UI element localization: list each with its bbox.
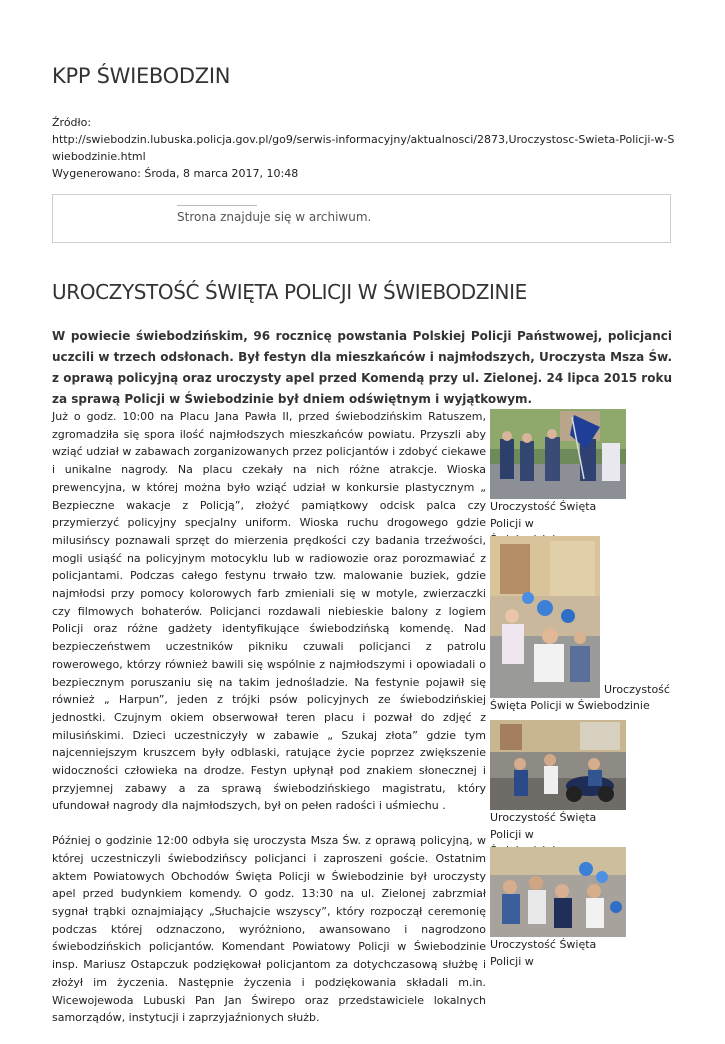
photo-figure-2: [490, 536, 690, 712]
photo-figure-4: [490, 847, 630, 970]
photo-police-motorcycle[interactable]: [490, 720, 626, 810]
source-url[interactable]: http://swiebodzin.lubuska.policja.gov.pl/go9/serwis-informacyjny/aktualnosci/2873,Uroczystosc-Swieta-Policji-w-Swiebodzinie.html: [52, 133, 675, 163]
site-title: KPP ŚWIEBODZIN: [52, 64, 231, 88]
archive-notice-box: [52, 194, 671, 243]
photo-festival-crowd[interactable]: [490, 847, 626, 937]
source-meta: [52, 114, 677, 182]
article-body: [52, 408, 486, 1044]
photo-figure-1: [490, 409, 630, 549]
photo-police-parade[interactable]: [490, 409, 626, 499]
article-paragraph: Już o godz. 10:00 na Placu Jana Pawła II, przed świebodzińskim Ratuszem, zgromadziła się spora ilość najmłodszych mieszkańców powiatu. Przyszli aby wziąć udział w zabawach zorganizowanych przez policjantów i zdobyć ciekawe i unikalne nagrody. Na placu czekały na nich różne atrakcje. Wioska prewencyjna, w której można było wziąć udział w konkursie plastycznym „ Bezpieczne wakacje z Policją”, złożyć pamiątkowy odcisk palca czy przymierzyć policyjny specjalny uniform. Wioska ruchu drogowego gdzie milusińscy poznawali sprzęt do mierzenia prędkości czy badania trzeźwości, mogli usiąść na policyjnym motocyklu lub w radiowozie oraz porozmawiać z policjantami. Podczas całego festynu trwało tzw. malowanie buziek, gdzie najmłodsi przy pomocy kolorowych farb zmieniali się w motyle, zwierzaczki czy filmowych bohaterów. Policjanci rozdawali niebieskie balony z logiem Policji oraz różne gadżety identyfikujące świebodzińską komendę. Nad bezpieczeństwem uczestników pikniku czuwali policjanci z patrolu rowerowego, którzy również bawili się wspólnie z najmłodszymi i opowiadali o bezpiecznym poruszaniu się na takim jednośladzie. Na festynie pojawił się również „ Harpun”, jeden z trójki psów policyjnych ze świebodzińskiej jednostki. Czujnym okiem obserwował teren placu i pozwał do zdjęć z milusińskimi. Dzieci uczestniczyły w zabawie „ Szukaj złota” gdzie tym najcenniejszym kruszcem były odblaski, ratujące życie poprzez zwiększenie widoczności człowieka na drodze. Festyn upłynął pod znakiem słonecznej i przyjemnej zabawy a za sprawą świebodzińskiego magistratu, który ufundował nagrody dla najmłodszych, był on pełen radości i uśmiechu .: [52, 410, 486, 813]
photo-caption: Uroczystość Święta Policji w: [490, 938, 597, 968]
generated-timestamp: Wygenerowano: Środa, 8 marca 2017, 10:48: [52, 167, 299, 180]
photo-figure-3: [490, 720, 630, 860]
article-paragraph: Później o godzinie 12:00 odbyła się uroczysta Msza Św. z oprawą policyjną, w której uczestniczyli świebodzińscy policjanci i zaproszeni goście. Ostatnim aktem Powiatowych Obchodów Święta Policji w Świebodzinie był uroczysty apel przed budynkiem komendy. O godz. 13:30 na ul. Zielonej zabrzmiał sygnał trąbki oznajmiający „Słuchajcie wszyscy”, który rozpoczął ceremonię podczas której odznaczono, wyróżniono, awansowano i nagrodzono świebodzińskich policjantów. Komendant Powiatowy Policji w Świebodzinie insp. Mariusz Ostapczuk podziękował policjantom za dotychczasową służbę i złożył im życzenia. Następnie życzenia i podziękowania składali m.in. Wicewojewoda Lubuski Pan Jan Świrepo oraz przedstawiciele lokalnych samorządów, instytucji i zaprzyjaźnionych służb.: [52, 834, 486, 1025]
article-title: UROCZYSTOŚĆ ŚWIĘTA POLICJI W ŚWIEBODZINIE: [52, 280, 527, 304]
photo-festival-children[interactable]: [490, 536, 600, 698]
article-lead: W powiecie świebodzińskim, 96 rocznicę powstania Polskiej Policji Państwowej, policjanci uczcili w trzech odsłonach. Był festyn dla mieszkańców i najmłodszych, Uroczysta Msza Św. z oprawą policyjną oraz uroczysty apel przed Komendą przy ul. Zielonej. 24 lipca 2015 roku za sprawą Policji w Świebodzinie był dniem odświętnym i wyjątkowym.: [52, 329, 672, 406]
photo-caption: Uroczystość Święta Policji w: [490, 500, 597, 530]
source-label: Źródło:: [52, 116, 92, 129]
archive-notice: Strona znajduje się w archiwum.: [177, 210, 372, 224]
photo-caption: Uroczystość: [604, 683, 670, 696]
photo-caption: Uroczystość Święta Policji w: [490, 811, 597, 841]
photo-caption: Święta Policji w Świebodzinie: [490, 699, 650, 712]
archive-divider: [177, 205, 257, 206]
